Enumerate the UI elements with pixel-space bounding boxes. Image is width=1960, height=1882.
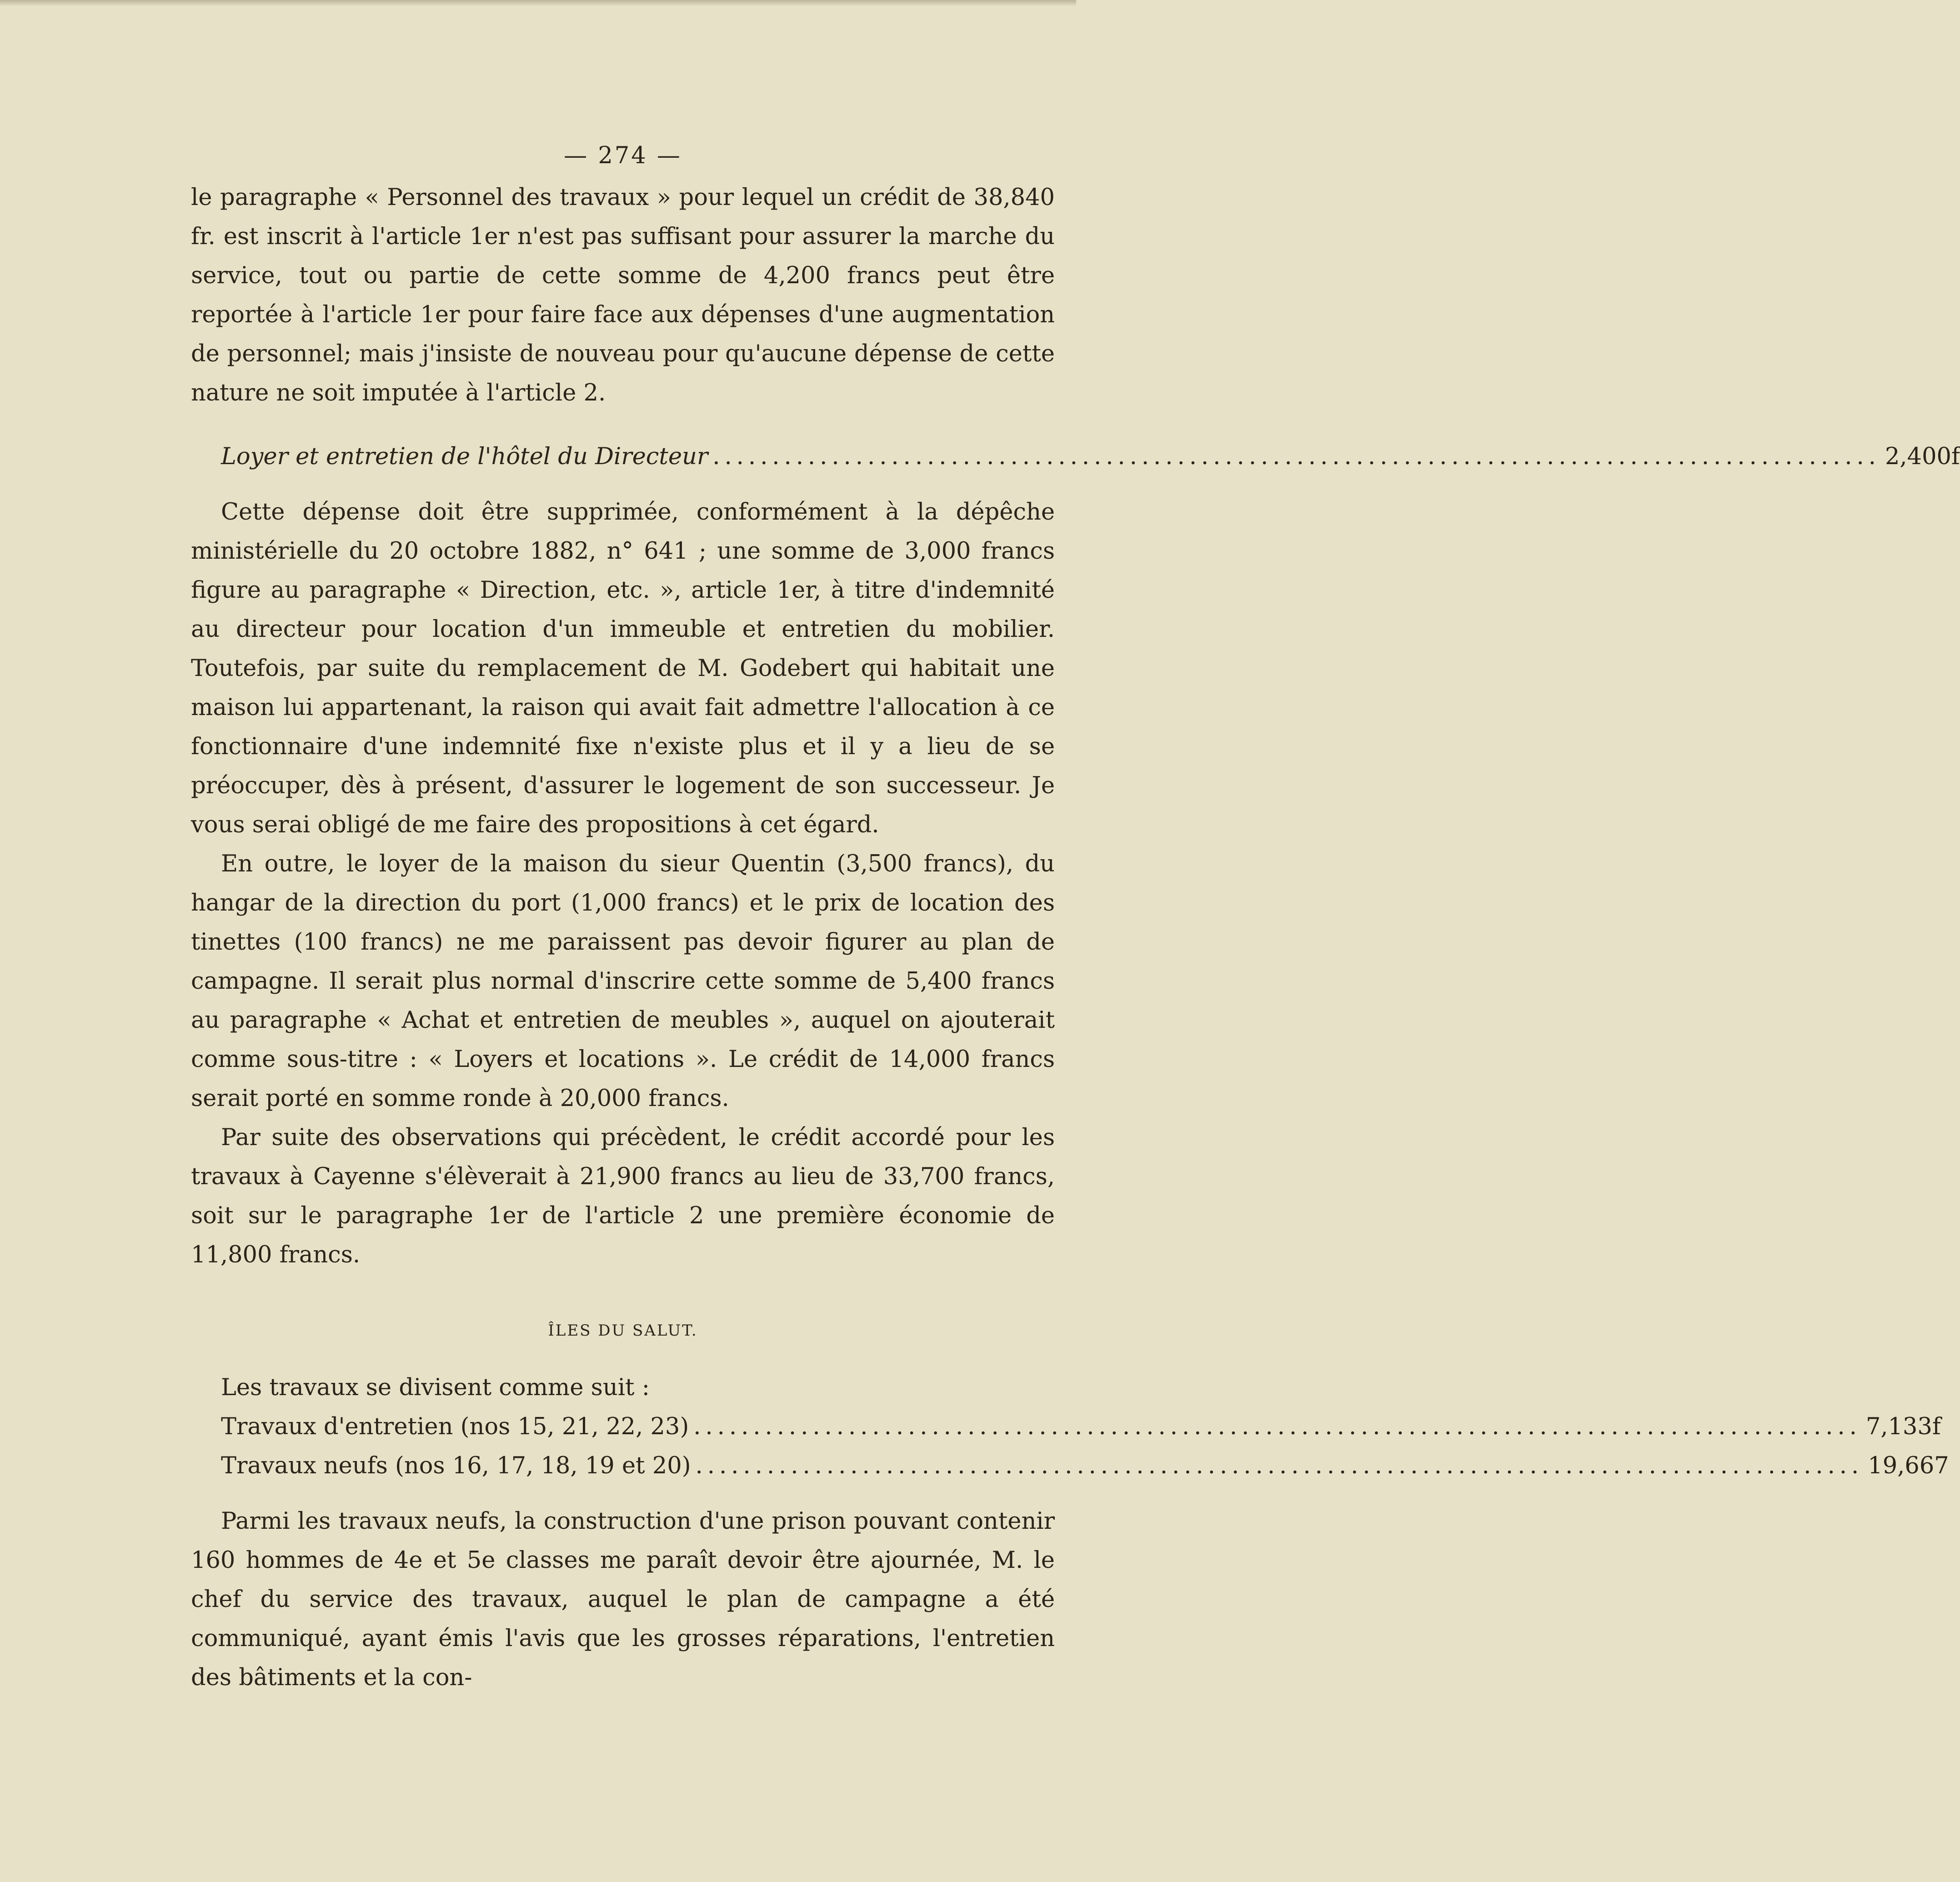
paragraph-suppression: Cette dépense doit être supprimée, conformément à la dépêche ministérielle du 20 octobre 1882, n° 641 ; une somme de 3,000 francs figure au paragraphe « Direction, etc. », article 1er, à titre d'indemnité au directeur pour location d'un immeuble et entretien du mobilier. Toutefois, par suite du remplacement de M. Godebert qui habitait une maison lui appartenant, la raison qui avait fait admettre l'allocation à ce fonctionnaire d'une indemnité fixe n'existe plus et il y a lieu de se préoccuper, dès à présent, d'assurer le logement de son successeur. Je vous serai obligé de me faire des propositions à cet égard. xyxy=(191,499,1055,838)
paragraph-economie: Par suite des observations qui précèdent, le crédit accordé pour les travaux à Cayenne s'élèverait à 21,900 francs au lieu de 33,700 francs, soit sur le paragraphe 1er de l'article 2 une première économie de 11,800 francs. xyxy=(191,1124,1055,1268)
entry-travaux-entretien xyxy=(191,1407,1941,1447)
spacer xyxy=(191,413,1055,437)
spacer xyxy=(191,476,1055,493)
works-intro: Les travaux se divisent comme suit : xyxy=(221,1374,650,1401)
page-number: — 274 — xyxy=(564,142,682,169)
entry-label: Travaux d'entretien (nos 15, 21, 22, 23) xyxy=(221,1413,689,1440)
spacer xyxy=(191,1486,1055,1502)
dot-leader: .................................................................................................. xyxy=(695,1452,1864,1479)
entry-label: Travaux neufs (nos 16, 17, 18, 19 et 20) xyxy=(221,1452,691,1479)
page-top-edge xyxy=(0,0,1076,6)
loyer-entry xyxy=(191,437,1960,476)
section-title: ÎLES DU SALUT. xyxy=(548,1321,698,1340)
document-page xyxy=(191,136,1960,1697)
paragraph-loyers: En outre, le loyer de la maison du sieur Quentin (3,500 francs), du hangar de la direction du port (1,000 francs) et le prix de location des tinettes (100 francs) ne me paraissent pas devoir figurer au plan de campagne. Il serait plus normal d'inscrire cette somme de 5,400 francs au paragraphe « Achat et entretien de meubles », auquel on ajouterait comme sous-titre : « Loyers et locations ». Le crédit de 14,000 francs serait porté en somme ronde à 20,000 francs. xyxy=(191,851,1055,1112)
loyer-entry-amount: 2,400f xyxy=(1885,443,1960,470)
entry-amount: 19,667 xyxy=(1868,1452,1949,1479)
paragraph-prison: Parmi les travaux neufs, la construction d'une prison pouvant contenir 160 hommes de 4e et 5e classes me paraît devoir être ajournée, M. le chef du service des travaux, auquel le plan de campagne a été communiqué, ayant émis l'avis que les grosses réparations, l'entretien des bâtiments et la con- xyxy=(191,1508,1055,1691)
paragraph-personnel: le paragraphe « Personnel des travaux » pour lequel un crédit de 38,840 fr. est inscrit à l'article 1er n'est pas suffisant pour assurer la marche du service, tout ou partie de cette somme de 4,200 francs peut être reportée à l'article 1er pour faire face aux dépenses d'une augmentation de personnel; mais j'insiste de nouveau pour qu'aucune dépense de cette nature ne soit imputée à l'article 2. xyxy=(191,184,1055,406)
entry-travaux-neufs xyxy=(191,1447,1949,1486)
entry-amount: 7,133f xyxy=(1865,1413,1941,1440)
loyer-entry-label: Loyer et entretien de l'hôtel du Directeur xyxy=(221,443,708,470)
dot-leader: .................................................................................................. xyxy=(693,1413,1861,1440)
dot-leader: .................................................................................................. xyxy=(712,443,1880,470)
